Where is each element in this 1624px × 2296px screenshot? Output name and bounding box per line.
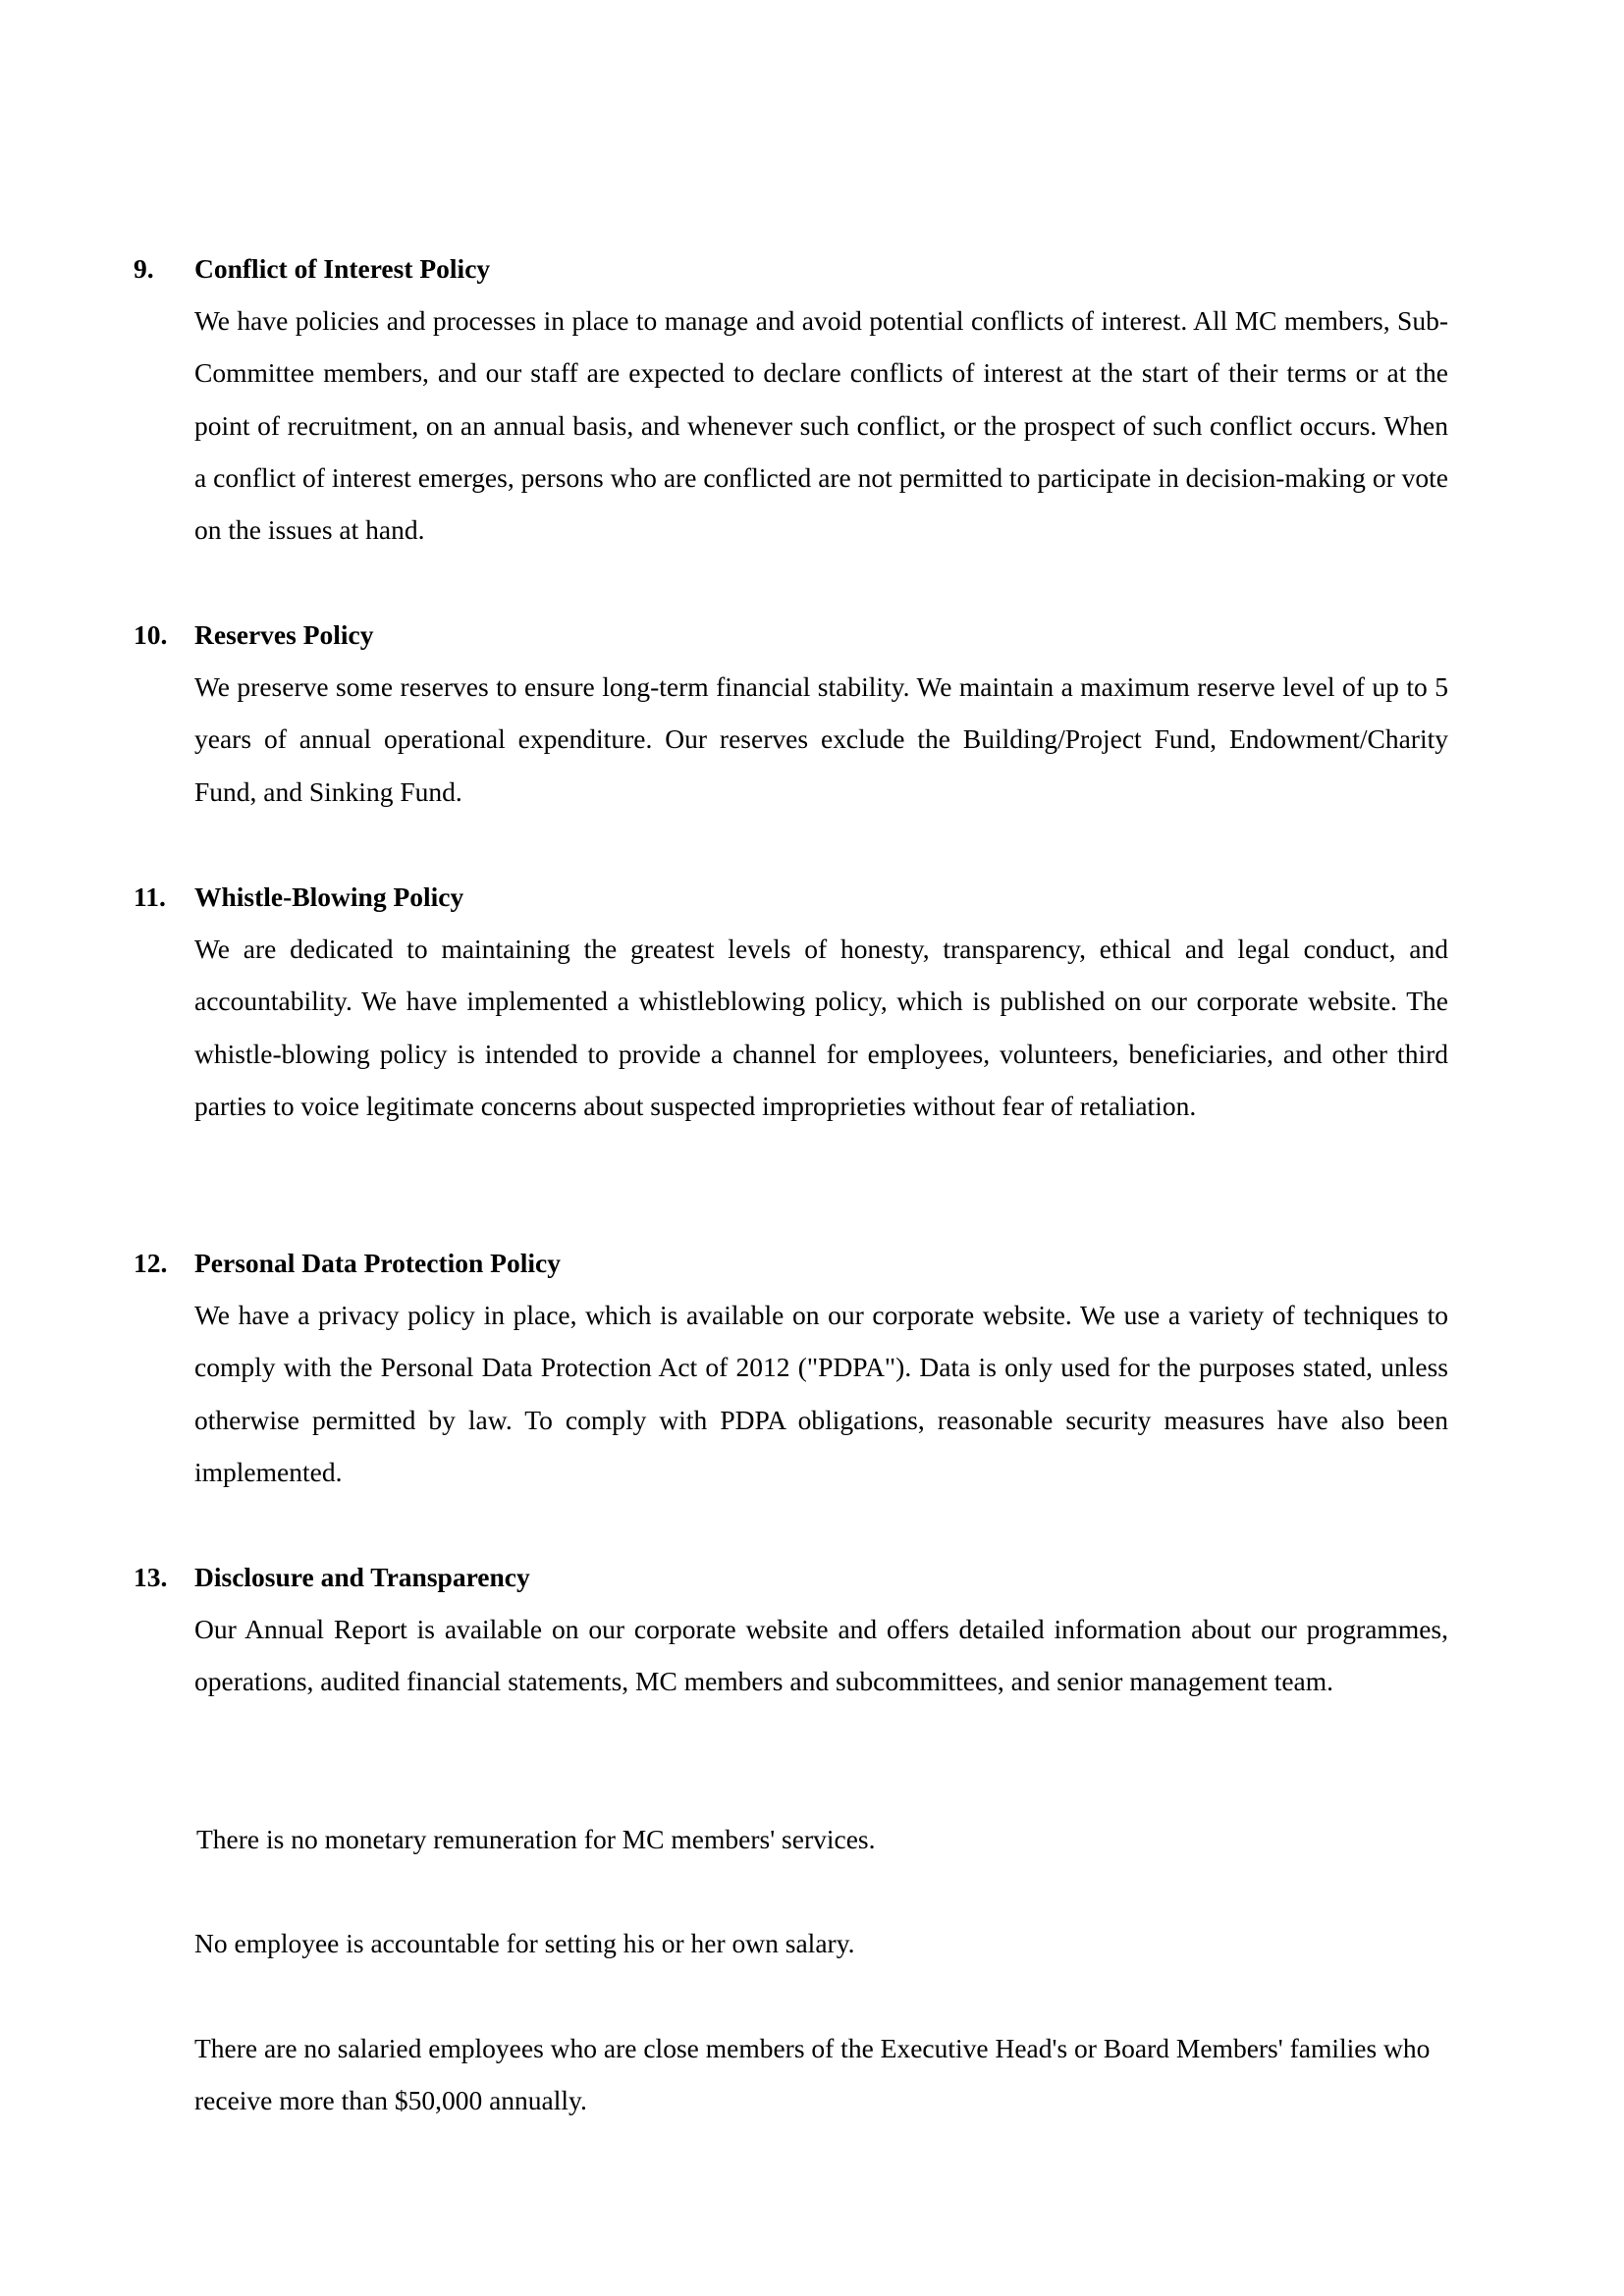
section-body: We have a privacy policy in place, which is available on our corporate website. We use a variety of techniques to comply with the Personal Data Protection Act of 2012 ("PDPA"). Data is only used for the purposes stated, unless otherwise permitted by law. To comply with PDPA obligations, reasonable security measures have also been implemented. <box>194 1300 1448 1487</box>
section-personal-data-protection <box>134 1237 1449 1498</box>
section-title: Personal Data Protection Policy <box>194 1248 561 1278</box>
section-heading <box>134 242 1449 294</box>
section-conflict-of-interest <box>134 242 1449 556</box>
section-heading <box>134 1237 1449 1289</box>
section-number: 11. <box>134 881 166 912</box>
section-title: Conflict of Interest Policy <box>194 253 491 284</box>
section-number: 12. <box>134 1248 168 1278</box>
section-heading <box>134 1551 1449 1603</box>
section-body: We have policies and processes in place to manage and avoid potential conflicts of interest. All MC members, Sub-Committee members, and our staff are expected to declare conflicts of interest at the start of their terms or at the point of recruitment, on an annual basis, and whenever such conflict, or the prospect of such conflict occurs. When a conflict of interest emerges, persons who are conflicted are not permitted to participate in decision-making or vote on the issues at hand. <box>194 305 1448 546</box>
section-number: 9. <box>134 253 154 284</box>
section-heading <box>134 609 1449 661</box>
statement-remuneration: There is no monetary remuneration for MC members' services. <box>196 1824 876 1854</box>
section-title: Disclosure and Transparency <box>194 1562 530 1592</box>
section-disclosure-transparency <box>134 1551 1449 1708</box>
section-body: We preserve some reserves to ensure long-term financial stability. We maintain a maximum reserve level of up to 5 years of annual operational expenditure. Our reserves exclude the Building/Project Fund, Endowment/Charity Fund, and Sinking Fund. <box>194 671 1448 807</box>
section-number: 10. <box>134 619 168 650</box>
section-title: Reserves Policy <box>194 619 374 650</box>
section-heading <box>134 871 1449 923</box>
section-number: 13. <box>134 1562 168 1592</box>
section-body: We are dedicated to maintaining the greatest levels of honesty, transparency, ethical and legal conduct, and accountability. We have implemented a whistleblowing policy, which is published on our corporate website. The whistle-blowing policy is intended to provide a channel for employees, volunteers, beneficiaries, and other third parties to voice legitimate concerns about suspected improprieties without fear of retaliation. <box>194 934 1448 1121</box>
section-body: Our Annual Report is available on our corporate website and offers detailed information about our programmes, operations, audited financial statements, MC members and subcommittees, and senior management team. <box>194 1614 1448 1697</box>
statement-salary: No employee is accountable for setting his or her own salary. <box>194 1928 855 1958</box>
section-title: Whistle-Blowing Policy <box>194 881 464 912</box>
section-reserves-policy <box>134 609 1449 818</box>
statement-related-employees: There are no salaried employees who are close members of the Executive Head's or Board Members' families who receive more than $50,000 annually. <box>194 2033 1431 2116</box>
section-whistle-blowing-policy <box>134 871 1449 1132</box>
